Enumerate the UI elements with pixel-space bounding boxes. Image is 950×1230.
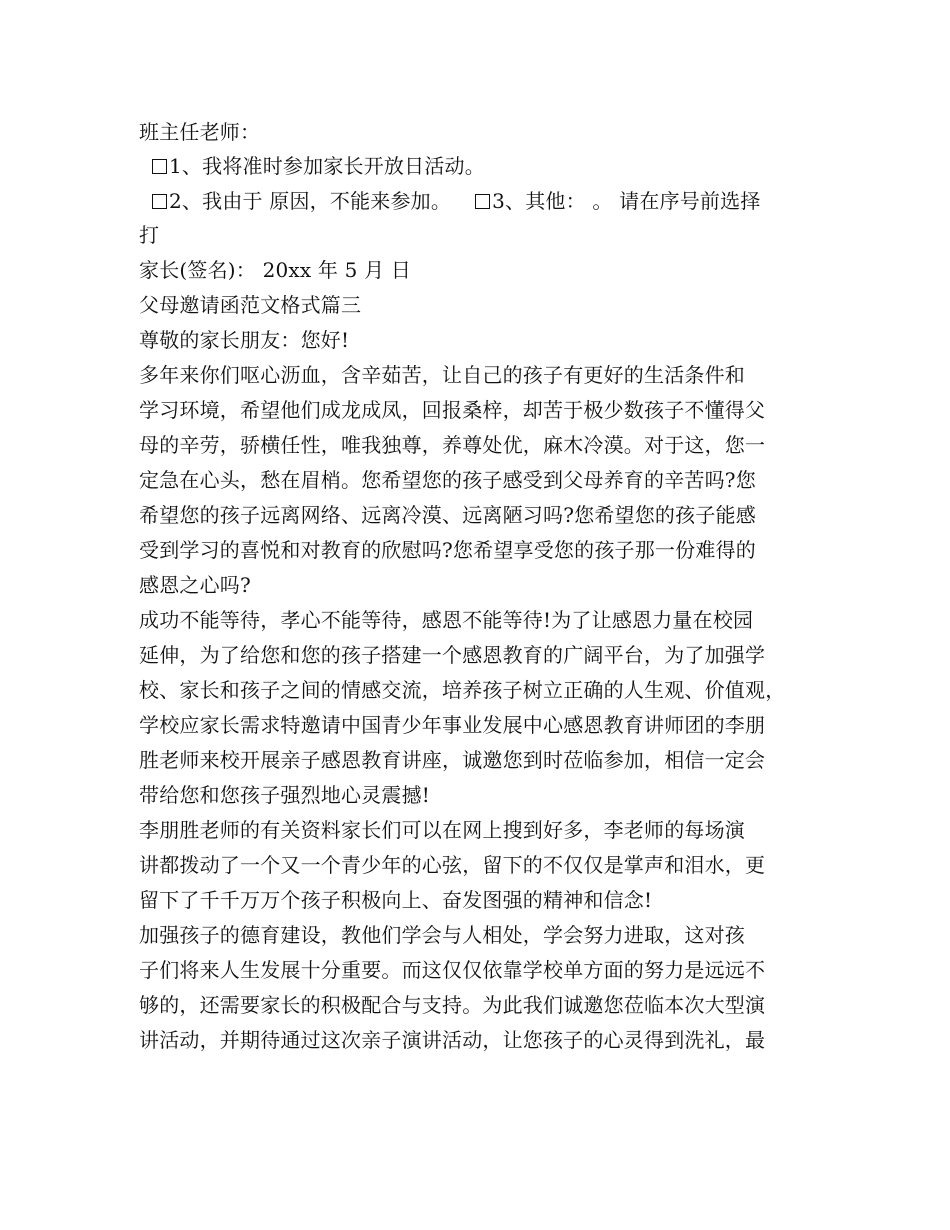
paragraph-line: 受到学习的喜悦和对教育的欣慰吗?您希望享受您的孩子那一份难得的 — [139, 538, 756, 562]
option-continuation: 打 — [139, 223, 160, 247]
greeting-teacher: 班主任老师： — [139, 120, 261, 144]
paragraph-line: 讲都拨动了一个又一个青少年的心弦，留下的不仅仅是掌声和泪水，更 — [139, 853, 766, 877]
paragraph-line: 留下了千千万万个孩子积极向上、奋发图强的精神和信念! — [139, 888, 653, 912]
section-heading: 父母邀请函范文格式篇三 — [139, 293, 362, 317]
paragraph-line: 子们将来人生发展十分重要。而这仅仅依靠学校单方面的努力是远远不 — [139, 958, 766, 982]
paragraph-line: 学校应家长需求特邀请中国青少年事业发展中心感恩教育讲师团的李朋 — [139, 713, 766, 737]
checkbox-icon — [152, 159, 167, 174]
paragraph-line: 校、家长和孩子之间的情感交流，培养孩子树立正确的人生观、价值观， — [139, 678, 786, 702]
paragraph-line: 李朋胜老师的有关资料家长们可以在网上搜到好多，李老师的每场演 — [139, 818, 745, 842]
paragraph-line: 延伸，为了给您和您的孩子搭建一个感恩教育的广阔平台，为了加强学 — [139, 643, 766, 667]
paragraph-line: 成功不能等待，孝心不能等待，感恩不能等待!为了让感恩力量在校园 — [139, 608, 754, 632]
paragraph-line: 希望您的孩子远离网络、远离冷漠、远离陋习吗?您希望您的孩子能感 — [139, 503, 756, 527]
option-1-text: 1、我将准时参加家长开放日活动。 — [169, 154, 485, 178]
paragraph-line: 定急在心头，愁在眉梢。您希望您的孩子感受到父母养育的辛苦吗?您 — [139, 468, 756, 492]
paragraph-line: 胜老师来校开展亲子感恩教育讲座，诚邀您到时莅临参加，相信一定会 — [139, 748, 766, 772]
paragraph-line: 母的辛劳，骄横任性，唯我独尊，养尊处优，麻木冷漠。对于这，您一 — [139, 433, 766, 457]
option-1 — [152, 149, 842, 183]
option-3-text: 3、其他： 。 请在序号前选择 — [492, 189, 761, 213]
checkbox-icon — [475, 194, 490, 209]
paragraph-line: 够的，还需要家长的积极配合与支持。为此我们诚邀您莅临本次大型演 — [139, 993, 766, 1017]
checkbox-icon — [152, 194, 167, 209]
paragraph-line: 多年来你们呕心沥血，含辛茹苦，让自己的孩子有更好的生活条件和 — [139, 363, 745, 387]
paragraph-line: 加强孩子的德育建设，教他们学会与人相处，学会努力进取，这对孩 — [139, 923, 745, 947]
salutation: 尊敬的家长朋友：您好! — [139, 328, 350, 352]
parent-signature: 家长(签名)： 20xx 年 5 月 日 — [139, 258, 412, 282]
paragraph-line: 带给您和您孩子强烈地心灵震撼! — [139, 783, 431, 807]
paragraph-line: 感恩之心吗? — [139, 573, 251, 597]
paragraph-line: 学习环境，希望他们成龙成凤，回报桑梓，却苦于极少数孩子不懂得父 — [139, 398, 766, 422]
option-2-text: 2、我由于 原因，不能来参加。 — [169, 189, 452, 213]
paragraph-line: 讲活动，并期待通过这次亲子演讲活动，让您孩子的心灵得到洗礼，最 — [139, 1028, 766, 1052]
option-2-3 — [152, 184, 842, 218]
